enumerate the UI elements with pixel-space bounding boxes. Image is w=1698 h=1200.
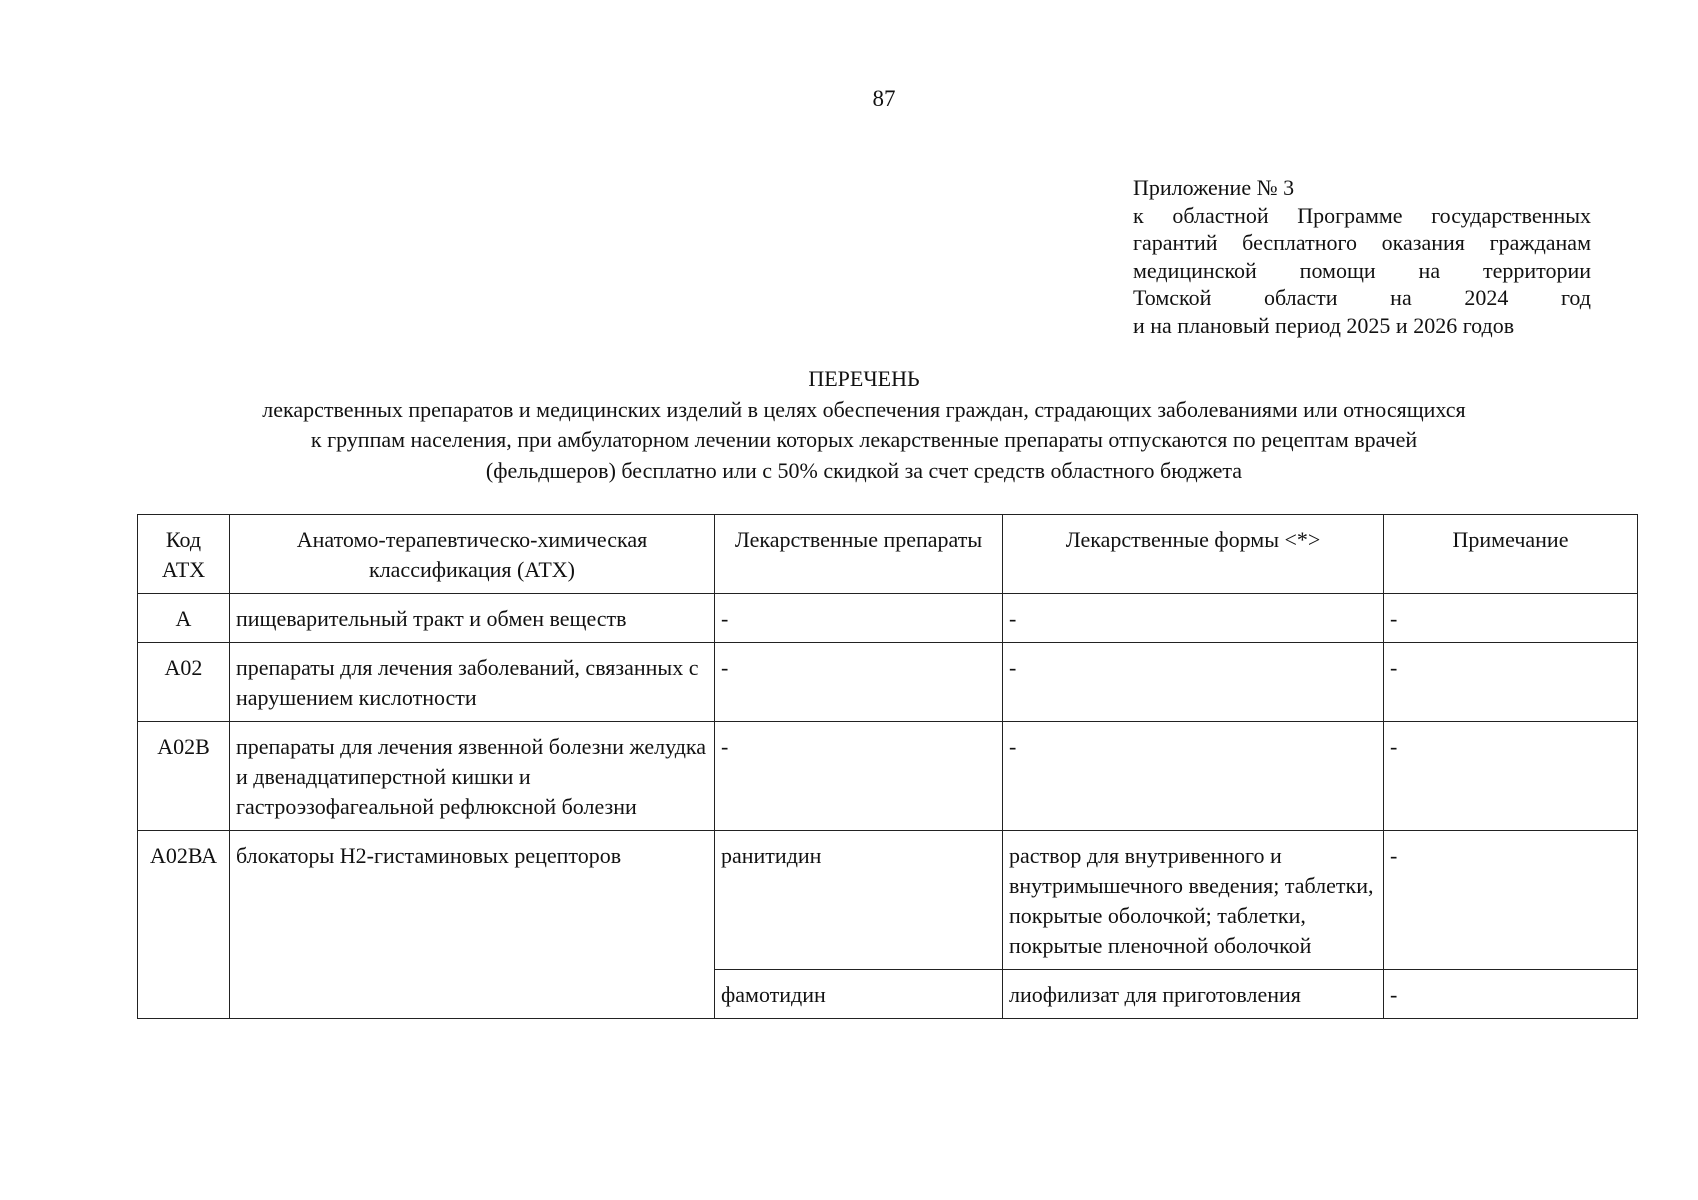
cell-code: А02 <box>138 643 230 722</box>
cell-note: - <box>1384 831 1638 970</box>
cell-atx: пищеварительный тракт и обмен веществ <box>230 594 715 643</box>
cell-form: лиофилизат для приготовления <box>1003 970 1384 1019</box>
title-line: лекарственных препаратов и медицинских изделий в целях обеспечения граждан, страдающих заболеваниями или относящихся <box>262 396 1466 422</box>
appendix-line: Приложение № 3 <box>1133 175 1295 200</box>
cell-atx: препараты для лечения язвенной болезни желудка и двенадцатиперстной кишки и гастроэзофагеальной рефлюксной болезни <box>230 722 715 831</box>
table-row <box>138 722 1638 831</box>
cell-drug: ранитидин <box>715 831 1003 970</box>
appendix-block <box>1133 174 1591 340</box>
cell-form: - <box>1003 594 1384 643</box>
cell-note: - <box>1384 722 1638 831</box>
cell-code: А <box>138 594 230 643</box>
cell-code: А02В <box>138 722 230 831</box>
appendix-line: к областной Программе государственных <box>1133 202 1591 228</box>
cell-drug: - <box>715 594 1003 643</box>
cell-note: - <box>1384 970 1638 1019</box>
appendix-line: Томской области на 2024 год <box>1133 285 1591 311</box>
cell-code: А02ВА <box>138 831 230 1019</box>
cell-form: раствор для внутривенного и внутримышечного введения; таблетки, покрытые оболочкой; таблетки, покрытые пленочной оболочкой <box>1003 831 1384 970</box>
cell-drug: - <box>715 643 1003 722</box>
header-forms: Лекарственные формы <*> <box>1003 515 1384 594</box>
atx-table <box>137 514 1638 1019</box>
title-line: (фельдшеров) бесплатно или с 50% скидкой за счет средств областного бюджета <box>485 457 1243 483</box>
cell-atx: препараты для лечения заболеваний, связанных с нарушением кислотности <box>230 643 715 722</box>
cell-note: - <box>1384 643 1638 722</box>
table-row <box>138 831 1638 970</box>
cell-drug: фамотидин <box>715 970 1003 1019</box>
cell-form: - <box>1003 722 1384 831</box>
table-header-row <box>138 515 1638 594</box>
header-drugs: Лекарственные препараты <box>715 515 1003 594</box>
cell-form: - <box>1003 643 1384 722</box>
cell-atx: блокаторы Н2-гистаминовых рецепторов <box>230 831 715 1019</box>
header-code: Код АТХ <box>138 515 230 594</box>
cell-note: - <box>1384 594 1638 643</box>
title-line: к группам населения, при амбулаторном лечении которых лекарственные препараты отпускаются по рецептам врачей <box>310 427 1418 452</box>
table-row <box>138 643 1638 722</box>
table-row <box>138 594 1638 643</box>
page-number: 87 <box>872 86 896 111</box>
appendix-line: гарантий бесплатного оказания гражданам <box>1133 230 1591 256</box>
appendix-line: и на плановый период 2025 и 2026 годов <box>1133 312 1515 338</box>
document-title <box>120 364 1608 486</box>
header-atx: Анатомо-терапевтическо-химическая классификация (АТХ) <box>230 515 715 594</box>
title-heading: ПЕРЕЧЕНЬ <box>808 366 920 391</box>
appendix-line: медицинской помощи на территории <box>1133 257 1591 283</box>
header-note: Примечание <box>1384 515 1638 594</box>
cell-drug: - <box>715 722 1003 831</box>
